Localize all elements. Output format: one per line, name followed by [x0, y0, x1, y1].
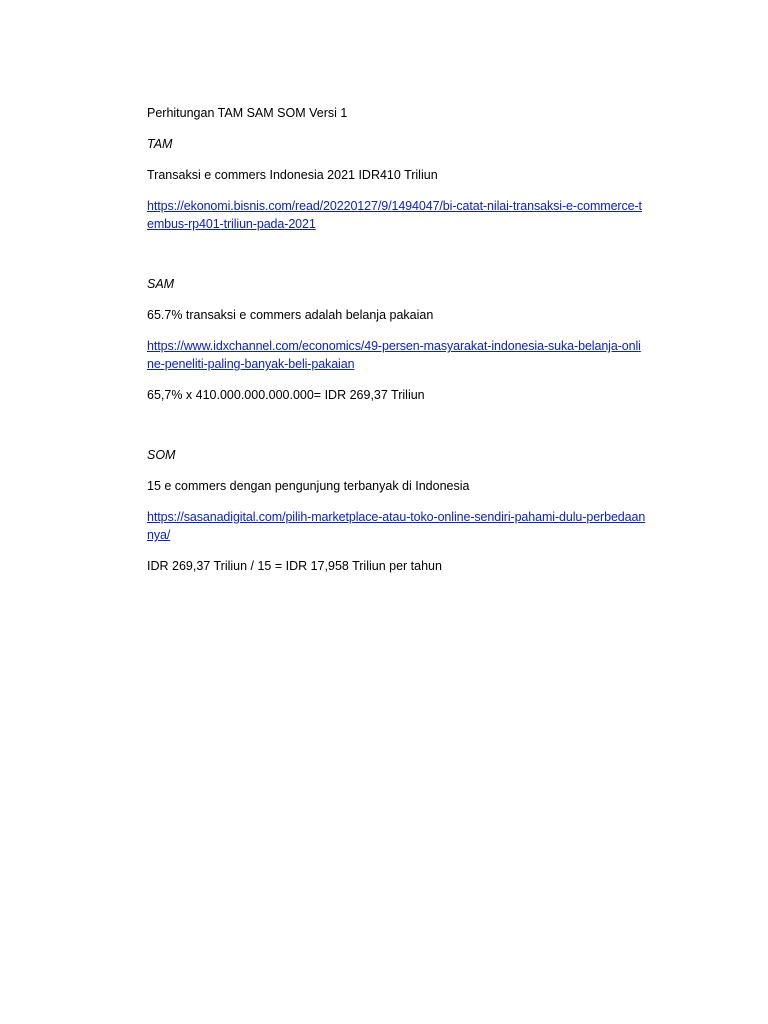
som-source-link[interactable]: https://sasanadigital.com/pilih-marketplace-atau-toko-online-sendiri-pahami-dulu-perbedaannya/ — [147, 510, 646, 542]
tam-text: Transaksi e commers Indonesia 2021 IDR410 Triliun — [147, 168, 438, 182]
som-calculation: IDR 269,37 Triliun / 15 = IDR 17,958 Triliun per tahun — [147, 559, 442, 573]
sam-calculation: 65,7% x 410.000.000.000.000= IDR 269,37 Triliun — [147, 388, 425, 402]
sam-heading: SAM — [147, 277, 175, 291]
document-body — [147, 104, 647, 575]
tam-heading: TAM — [147, 137, 173, 151]
som-text: 15 e commers dengan pengunjung terbanyak di Indonesia — [147, 479, 470, 493]
tam-source-link[interactable]: https://ekonomi.bisnis.com/read/20220127/9/1494047/bi-catat-nilai-transaksi-e-commerce-tembus-rp401-triliun-pada-2021 — [147, 199, 642, 231]
document-title: Perhitungan TAM SAM SOM Versi 1 — [147, 106, 348, 120]
som-heading: SOM — [147, 448, 176, 462]
sam-source-link[interactable]: https://www.idxchannel.com/economics/49-persen-masyarakat-indonesia-suka-belanja-online-peneliti-paling-banyak-beli-pakaian — [147, 339, 641, 371]
sam-text: 65.7% transaksi e commers adalah belanja pakaian — [147, 308, 434, 322]
